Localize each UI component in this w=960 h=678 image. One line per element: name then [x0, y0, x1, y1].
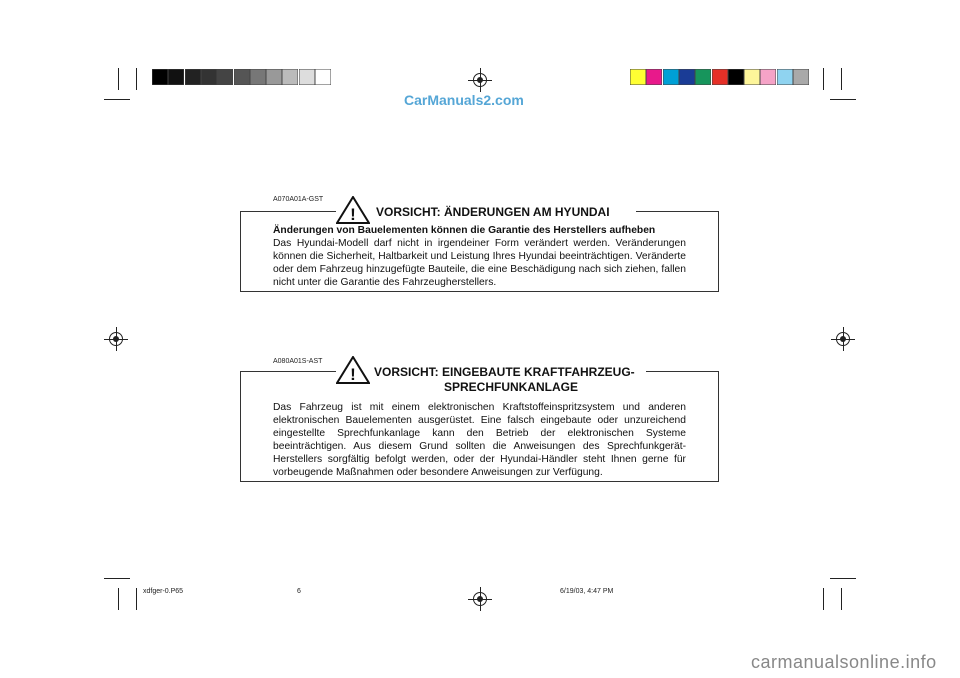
caution-text: Das Fahrzeug ist mit einem elektronischen Kraftstoffeinspritzsystem und anderen elektronischen Bauelementen ausgerüstet. Eine falsch eingebaute oder unzureichend eingestellte Sprechfunkanlage kann den Betrieb der elektronischen Systeme beeinträchtigen. Aus diesem Grund sollten die Anweisungen des Sprechfunkgerät-Herstellers sorgfältig befolgt werden, oder der Hyundai-Händler steht Ihnen gerne für vorbeugende Maßnahmen oder besondere Anweisungen zur Verfügung.: [273, 402, 686, 478]
heading-text: VORSICHT: EINGEBAUTE KRAFTFAHRZEUG-: [374, 365, 635, 379]
color-swatch: [250, 69, 266, 85]
caution-body: [273, 224, 686, 289]
color-swatch: [695, 69, 711, 85]
color-swatch: [299, 69, 315, 85]
section-code: A080A01S-AST: [273, 358, 323, 365]
footer-page: 6: [297, 588, 301, 595]
crop-mark: [841, 68, 842, 90]
color-swatch: [777, 69, 793, 85]
color-swatch: [201, 69, 217, 85]
watermark-top[interactable]: CarManuals2.com: [404, 92, 524, 108]
color-swatch: [760, 69, 776, 85]
crop-mark: [118, 588, 119, 610]
heading-text: VORSICHT: ÄNDERUNGEN AM HYUNDAI: [376, 205, 610, 219]
color-swatch: [728, 69, 744, 85]
warning-symbol: !: [350, 365, 356, 384]
color-swatch: [282, 69, 298, 85]
color-swatch: [679, 69, 695, 85]
color-swatch: [630, 69, 646, 85]
color-swatch: [234, 69, 250, 85]
color-swatch: [712, 69, 728, 85]
color-swatch: [152, 69, 168, 85]
warning-triangle-icon: [336, 196, 370, 224]
crop-mark: [823, 68, 824, 90]
caution-text: Das Hyundai-Modell darf nicht in irgendeiner Form verändert werden. Veränderungen können die Sicherheit, Haltbarkeit und Leistung Ihres Hyundai beeinträchtigen. Veränderte oder dem Fahrzeug hinzugefügte Bauteile, die eine Beschädigung nach sich ziehen, fallen nicht unter die Garantie des Fahrzeugherstellers.: [273, 238, 686, 288]
registration-mark-icon: [104, 327, 128, 351]
section-code: A070A01A-GST: [273, 196, 324, 203]
crop-mark: [841, 588, 842, 610]
crop-mark: [136, 588, 137, 610]
color-swatch: [217, 69, 233, 85]
crop-mark: [118, 68, 119, 90]
registration-mark-icon: [831, 327, 855, 351]
registration-mark-icon: [468, 587, 492, 611]
color-swatch: [168, 69, 184, 85]
warning-symbol: !: [350, 205, 356, 224]
crop-mark: [136, 68, 137, 90]
footer-date: 6/19/03, 4:47 PM: [560, 588, 614, 595]
color-swatch: [185, 69, 201, 85]
warning-triangle-icon: [336, 356, 370, 384]
caution-body: [273, 401, 686, 479]
caution-heading: [336, 196, 636, 226]
crop-mark: [830, 99, 856, 100]
color-swatch: [646, 69, 662, 85]
caution-lead: Änderungen von Bauelementen können die Garantie des Herstellers aufheben: [273, 225, 656, 236]
color-swatch: [744, 69, 760, 85]
footer-file: xdfger-0.P65: [143, 588, 184, 595]
crop-mark: [104, 99, 130, 100]
crop-mark: [830, 578, 856, 579]
crop-mark: [104, 578, 130, 579]
color-swatch: [663, 69, 679, 85]
caution-heading: [336, 356, 646, 394]
color-swatch: [793, 69, 809, 85]
watermark-bottom[interactable]: carmanualsonline.info: [751, 652, 937, 672]
crop-mark: [823, 588, 824, 610]
color-swatch: [315, 69, 331, 85]
heading-text-line2: SPRECHFUNKANLAGE: [444, 380, 579, 394]
registration-mark-icon: [468, 68, 492, 92]
color-swatch: [266, 69, 282, 85]
